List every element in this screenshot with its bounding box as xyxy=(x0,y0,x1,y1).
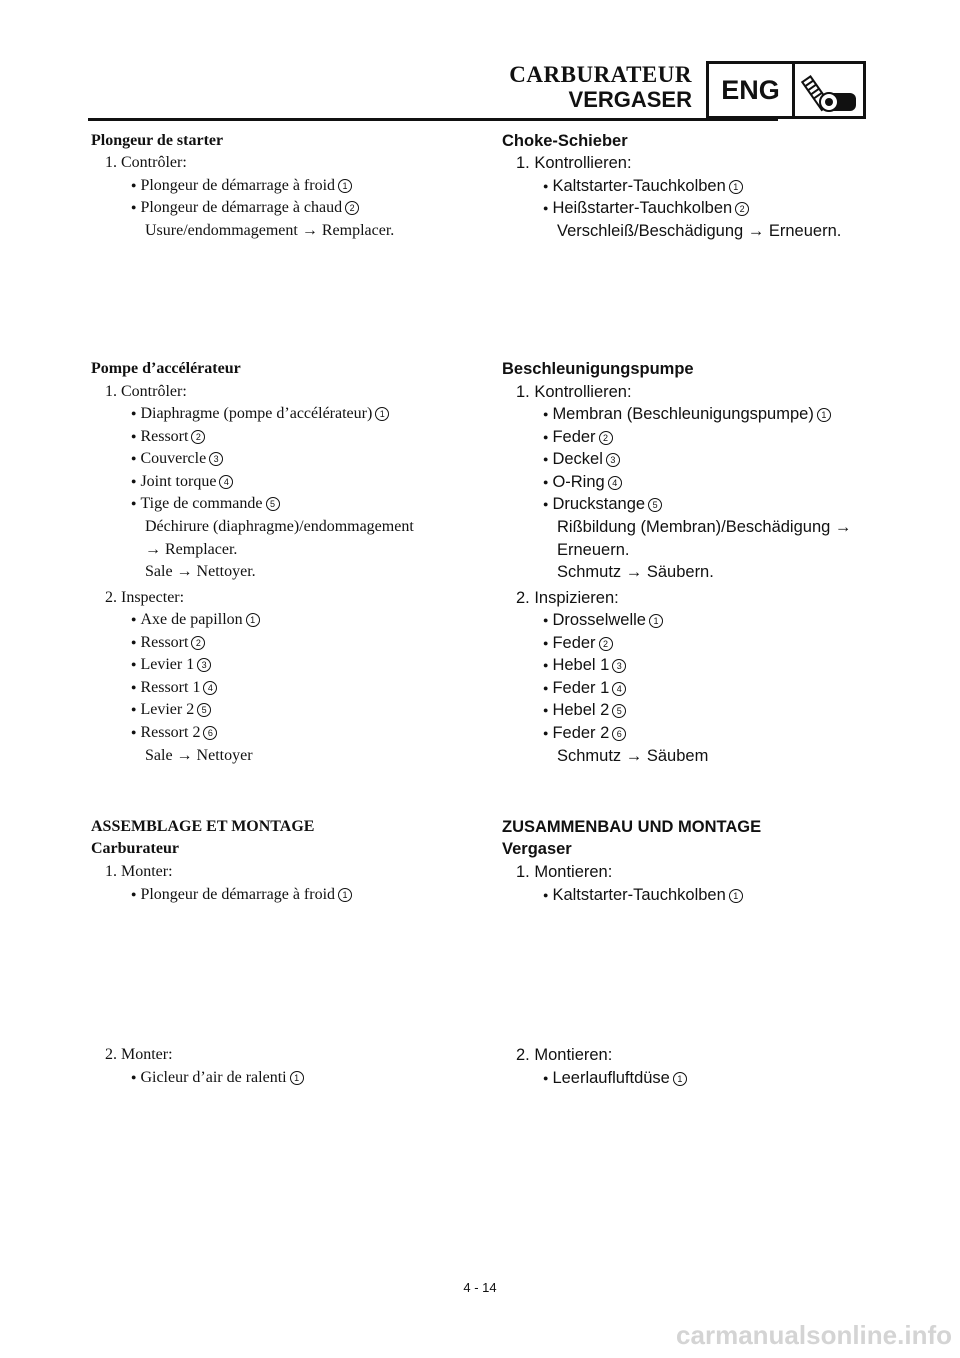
list-item-text: Plongeur de démarrage à froid xyxy=(140,177,336,194)
list-item xyxy=(543,1067,687,1092)
list-item xyxy=(543,197,749,222)
list-item xyxy=(543,677,626,702)
step: 1. Contrôler: xyxy=(105,154,187,171)
list-item-text: Diaphragme (pompe d’accélérateur) xyxy=(140,405,373,422)
list-item xyxy=(131,493,280,517)
engine-parts-icon xyxy=(798,65,864,115)
step: 1. Kontrollieren: xyxy=(516,154,632,172)
callout-number: 2 xyxy=(345,201,359,215)
list-item-text: Ressort 1 xyxy=(140,679,201,696)
list-item-text: Kaltstarter-Tauchkolben xyxy=(552,886,726,904)
list-item xyxy=(543,632,613,657)
list-item xyxy=(131,722,217,746)
note: Sale → Nettoyer xyxy=(145,747,253,764)
callout-number: 5 xyxy=(648,498,662,512)
callout-number: 1 xyxy=(338,179,352,193)
list-item xyxy=(131,197,359,221)
list-item-text: Feder xyxy=(552,428,596,446)
subsection-title: Vergaser xyxy=(502,840,572,858)
list-item-text: Joint torque xyxy=(140,473,217,490)
list-item-text: Hebel 2 xyxy=(552,701,610,719)
callout-number: 6 xyxy=(612,727,626,741)
callout-number: 5 xyxy=(266,497,280,511)
callout-number: 2 xyxy=(191,636,205,650)
list-item xyxy=(131,884,352,908)
list-item-text: Druckstange xyxy=(552,495,646,513)
list-item xyxy=(131,426,205,450)
header-title-fr: CARBURATEUR xyxy=(509,62,692,87)
list-item-text: Couvercle xyxy=(140,450,207,467)
list-item-text: Feder 1 xyxy=(552,679,610,697)
list-item-text: O-Ring xyxy=(552,473,605,491)
list-item-text: Gicleur d’air de ralenti xyxy=(140,1069,287,1086)
list-item-text: Feder xyxy=(552,634,596,652)
header-rule xyxy=(88,118,778,121)
list-item xyxy=(543,175,743,200)
callout-number: 1 xyxy=(673,1072,687,1086)
list-item xyxy=(543,609,663,634)
section-title: ZUSAMMENBAU UND MONTAGE xyxy=(502,818,762,836)
list-item-text: Hebel 1 xyxy=(552,656,610,674)
list-item xyxy=(131,609,260,633)
callout-number: 3 xyxy=(606,453,620,467)
callout-number: 5 xyxy=(197,703,211,717)
section-badge-box xyxy=(706,61,866,119)
section-badge-label: ENG xyxy=(709,64,795,116)
section-title: ASSEMBLAGE ET MONTAGE xyxy=(91,818,315,835)
section-title: Plongeur de starter xyxy=(91,132,224,149)
step: 1. Montieren: xyxy=(516,863,613,881)
list-item xyxy=(131,471,233,495)
section-title: Pompe d’accélérateur xyxy=(91,360,241,377)
callout-number: 2 xyxy=(735,202,749,216)
callout-number: 1 xyxy=(817,408,831,422)
list-item-text: Kaltstarter-Tauchkolben xyxy=(552,177,726,195)
step: 2. Inspecter: xyxy=(105,589,185,606)
callout-number: 2 xyxy=(599,637,613,651)
callout-number: 3 xyxy=(197,658,211,672)
list-item xyxy=(543,884,743,909)
callout-number: 1 xyxy=(375,407,389,421)
list-item-text: Levier 2 xyxy=(140,701,195,718)
note: Rißbildung (Membran)/Beschädigung → xyxy=(557,518,852,536)
page-number: 4 - 14 xyxy=(463,1280,497,1295)
note: Schmutz → Säubern. xyxy=(557,563,714,581)
list-item-text: Plongeur de démarrage à chaud xyxy=(140,199,343,216)
list-item-text: Membran (Beschleunigungspumpe) xyxy=(552,405,814,423)
section-title: Choke-Schieber xyxy=(502,132,628,150)
callout-number: 4 xyxy=(203,681,217,695)
section-title: Beschleunigungspumpe xyxy=(502,360,694,378)
list-item-text: Deckel xyxy=(552,450,603,468)
note: Usure/endommagement → Remplacer. xyxy=(145,222,395,239)
note: Schmutz → Säubem xyxy=(557,747,709,765)
callout-number: 1 xyxy=(246,613,260,627)
list-item xyxy=(543,471,622,496)
callout-number: 2 xyxy=(599,431,613,445)
callout-number: 3 xyxy=(612,659,626,673)
list-item-text: Axe de papillon xyxy=(140,611,243,628)
list-item xyxy=(131,654,211,678)
note: Sale → Nettoyer. xyxy=(145,563,256,580)
callout-number: 4 xyxy=(219,475,233,489)
list-item xyxy=(131,632,205,656)
step: 2. Monter: xyxy=(105,1046,173,1063)
list-item-text: Heißstarter-Tauchkolben xyxy=(552,199,733,217)
list-item xyxy=(131,699,211,723)
list-item xyxy=(543,654,626,679)
list-item xyxy=(131,448,223,472)
list-item-text: Ressort xyxy=(140,634,189,651)
step: 1. Kontrollieren: xyxy=(516,383,632,401)
note: Verschleiß/Beschädigung → Erneuern. xyxy=(557,222,842,240)
step: 1. Contrôler: xyxy=(105,383,187,400)
list-item xyxy=(543,722,626,747)
callout-number: 6 xyxy=(203,726,217,740)
callout-number: 4 xyxy=(612,682,626,696)
list-item-text: Plongeur de démarrage à froid xyxy=(140,886,336,903)
callout-number: 4 xyxy=(608,476,622,490)
list-item-text: Ressort xyxy=(140,428,189,445)
list-item xyxy=(543,426,613,451)
list-item-text: Drosselwelle xyxy=(552,611,646,629)
list-item xyxy=(131,175,352,199)
list-item-text: Levier 1 xyxy=(140,656,195,673)
note: → Remplacer. xyxy=(145,541,238,558)
note: Déchirure (diaphragme)/endommagement xyxy=(145,518,414,535)
callout-number: 3 xyxy=(209,452,223,466)
step: 1. Monter: xyxy=(105,863,173,880)
list-item-text: Ressort 2 xyxy=(140,724,201,741)
list-item-text: Feder 2 xyxy=(552,724,610,742)
list-item xyxy=(131,1067,304,1091)
list-item xyxy=(131,403,389,427)
callout-number: 1 xyxy=(729,180,743,194)
list-item xyxy=(543,448,620,473)
list-item xyxy=(131,677,217,701)
step: 2. Montieren: xyxy=(516,1046,613,1064)
subsection-title: Carburateur xyxy=(91,840,179,857)
callout-number: 1 xyxy=(290,1071,304,1085)
callout-number: 2 xyxy=(191,430,205,444)
callout-number: 1 xyxy=(338,888,352,902)
note: Erneuern. xyxy=(557,541,630,559)
list-item xyxy=(543,493,662,518)
list-item-text: Leerlaufluftdüse xyxy=(552,1069,670,1087)
callout-number: 1 xyxy=(649,614,663,628)
list-item-text: Tige de commande xyxy=(140,495,263,512)
header-title-de: VERGASER xyxy=(568,87,692,112)
callout-number: 5 xyxy=(612,704,626,718)
list-item xyxy=(543,403,831,428)
callout-number: 1 xyxy=(729,889,743,903)
watermark: carmanualsonline.info xyxy=(676,1320,952,1350)
step: 2. Inspizieren: xyxy=(516,589,619,607)
list-item xyxy=(543,699,626,724)
